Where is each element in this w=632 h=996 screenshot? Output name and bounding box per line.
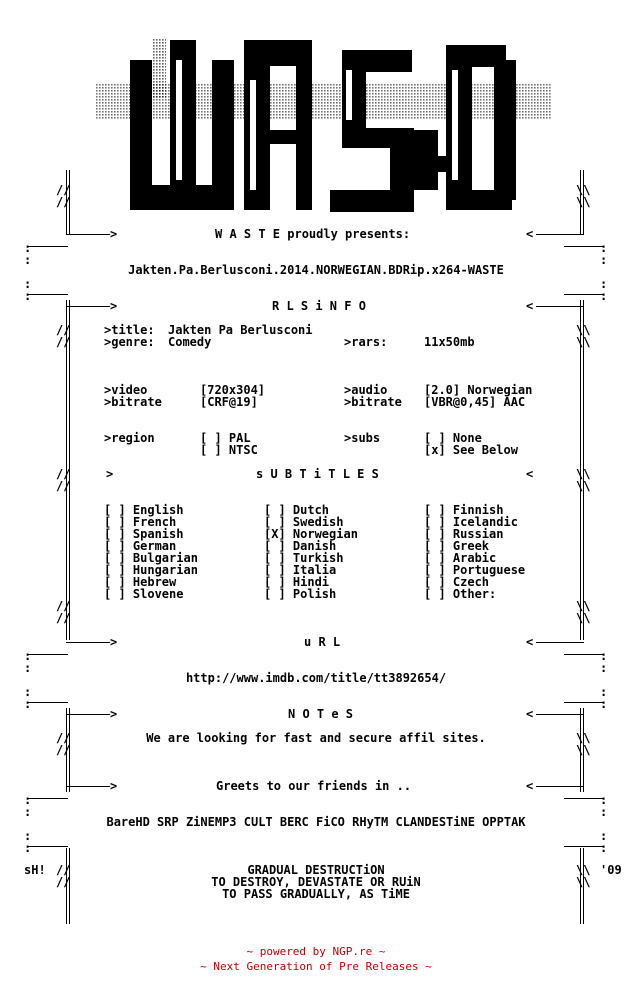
frame-slash: \\ \\ (576, 863, 591, 889)
frame-hline (66, 714, 110, 715)
frame-hline (28, 846, 68, 847)
greets-groups: BareHD SRP ZiNEMP3 CULT BERC FiCO RHyTM CLANDESTiNE OPPTAK (106, 815, 526, 829)
subtitle-option: [ ] English (104, 503, 184, 517)
genre-value: Comedy (168, 335, 212, 349)
frame-left-dots: : : (24, 829, 32, 855)
frame-slash: // // (56, 863, 71, 889)
subtitle-option: [ ] Hebrew (104, 575, 177, 589)
title-label: >title: (104, 323, 155, 337)
video-bitrate-value: [CRF@19] (200, 395, 258, 409)
frame-hline (28, 798, 68, 799)
frame-hline (28, 246, 68, 247)
frame-hline (66, 306, 110, 307)
rlsinfo-heading: R L S i N F O (272, 299, 366, 313)
subs-none: [ ] None (424, 431, 482, 445)
frame-hline (28, 702, 68, 703)
frame-hline (66, 786, 110, 787)
subtitle-option: [ ] Other: (424, 587, 497, 601)
subtitle-option: [ ] Portuguese (424, 563, 526, 577)
frame-left-dots: : : (24, 793, 32, 819)
url-heading: u R L (304, 635, 341, 649)
frame-slash: // // (56, 731, 71, 757)
subtitle-option: [ ] Arabic (424, 551, 497, 565)
subtitle-option: [ ] Polish (264, 587, 337, 601)
arrow-right: > (110, 299, 118, 313)
subtitle-option: [ ] Czech (424, 575, 490, 589)
arrow-right: > (110, 779, 118, 793)
subtitle-option: [ ] Spanish (104, 527, 184, 541)
footer-line1: GRADUAL DESTRUCTiON (247, 863, 385, 877)
frame-left-dots: : : (24, 241, 32, 267)
frame-hline (66, 642, 110, 643)
frame-hline (536, 642, 584, 643)
subtitle-option: [ ] Turkish (264, 551, 344, 565)
frame-slash: // // (56, 467, 71, 493)
audio-bitrate-value: [VBR@0,45] AAC (424, 395, 526, 409)
arrow-left: < (526, 707, 534, 721)
arrow-right: > (110, 635, 118, 649)
frame-left-dots: : : (24, 277, 32, 303)
rars-label: >rars: (344, 335, 388, 349)
frame-right-dots: : : (600, 241, 608, 267)
footer-line3: TO PASS GRADUALLY, AS TiME (222, 887, 410, 901)
frame-hline (564, 654, 604, 655)
frame-hline (536, 306, 584, 307)
frame-right-dots: : : (600, 277, 608, 303)
frame-hline (66, 234, 110, 235)
notes-text: We are looking for fast and secure affil sites. (146, 731, 486, 745)
frame-slash: \\ \\ (576, 183, 591, 209)
video-bitrate-label: >bitrate (104, 395, 162, 409)
frame-hline (536, 786, 584, 787)
subtitle-option: [ ] Icelandic (424, 515, 518, 529)
frame-hline (536, 714, 584, 715)
frame-slash: \\ \\ (576, 599, 591, 625)
frame-left-dots: : : (24, 649, 32, 675)
frame-slash: // // (56, 183, 71, 209)
greets-heading: Greets to our friends in .. (216, 779, 412, 793)
arrow-left: < (526, 227, 534, 241)
frame-right-dots: : : (600, 829, 608, 855)
subtitle-option: [ ] Greek (424, 539, 490, 553)
presents-text: W A S T E proudly presents: (215, 227, 411, 241)
subtitle-option: [ ] German (104, 539, 177, 553)
subtitle-option: [X] Norwegian (264, 527, 358, 541)
arrow-right: > (106, 467, 114, 481)
powered-line2: ~ Next Generation of Pre Releases ~ (200, 960, 432, 973)
audio-bitrate-label: >bitrate (344, 395, 402, 409)
frame-right-dots: : : (600, 685, 608, 711)
frame-slash: \\ \\ (576, 731, 591, 757)
subtitle-option: [ ] Russian (424, 527, 504, 541)
subtitle-option: [ ] Slovene (104, 587, 184, 601)
frame-hline (28, 654, 68, 655)
subtitle-option: [ ] Finnish (424, 503, 504, 517)
frame-right-dots: : : (600, 793, 608, 819)
frame-hline (564, 798, 604, 799)
subtitles-heading: s U B T i T L E S (256, 467, 379, 481)
arrow-right: > (110, 227, 118, 241)
subtitle-option: [ ] Danish (264, 539, 337, 553)
subs-see-below: [x] See Below (424, 443, 518, 457)
subtitle-option: [ ] Bulgarian (104, 551, 198, 565)
video-value: [720x304] (200, 383, 266, 397)
notes-heading: N O T e S (288, 707, 354, 721)
frame-left-dots: : : (24, 685, 32, 711)
subtitle-option: [ ] Hindi (264, 575, 330, 589)
footer-signature: sH! (24, 863, 46, 877)
frame-hline (536, 234, 584, 235)
frame-slash: \\ \\ (576, 467, 591, 493)
region-pal: [ ] PAL (200, 431, 251, 445)
footer-year: '09 (600, 863, 622, 877)
frame-hline (28, 294, 68, 295)
arrow-left: < (526, 635, 534, 649)
genre-label: >genre: (104, 335, 155, 349)
arrow-left: < (526, 299, 534, 313)
region-label: >region (104, 431, 155, 445)
video-label: >video (104, 383, 148, 397)
frame-hline (564, 294, 604, 295)
waste-logo (0, 0, 632, 230)
subtitle-option: [ ] French (104, 515, 177, 529)
arrow-left: < (526, 467, 534, 481)
footer-line2: TO DESTROY, DEVASTATE OR RUiN (211, 875, 421, 889)
frame-hline (564, 246, 604, 247)
release-name: Jakten.Pa.Berlusconi.2014.NORWEGIAN.BDRip.x264-WASTE (128, 263, 504, 277)
subs-label: >subs (344, 431, 381, 445)
frame-slash: // // (56, 599, 71, 625)
frame-right-dots: : : (600, 649, 608, 675)
audio-value: [2.0] Norwegian (424, 383, 533, 397)
arrow-right: > (110, 707, 118, 721)
subtitle-option: [ ] Italia (264, 563, 337, 577)
imdb-link[interactable]: http://www.imdb.com/title/tt3892654/ (185, 671, 447, 685)
frame-hline (564, 846, 604, 847)
subtitle-option: [ ] Swedish (264, 515, 344, 529)
frame-hline (564, 702, 604, 703)
frame-slash: \\ \\ (576, 323, 591, 349)
rars-value: 11x50mb (424, 335, 475, 349)
frame-slash: // // (56, 323, 71, 349)
audio-label: >audio (344, 383, 388, 397)
powered-line1: ~ powered by NGP.re ~ (246, 945, 386, 958)
subtitle-option: [ ] Hungarian (104, 563, 198, 577)
arrow-left: < (526, 779, 534, 793)
title-value: Jakten Pa Berlusconi (168, 323, 313, 337)
subtitle-option: [ ] Dutch (264, 503, 330, 517)
region-ntsc: [ ] NTSC (200, 443, 258, 457)
